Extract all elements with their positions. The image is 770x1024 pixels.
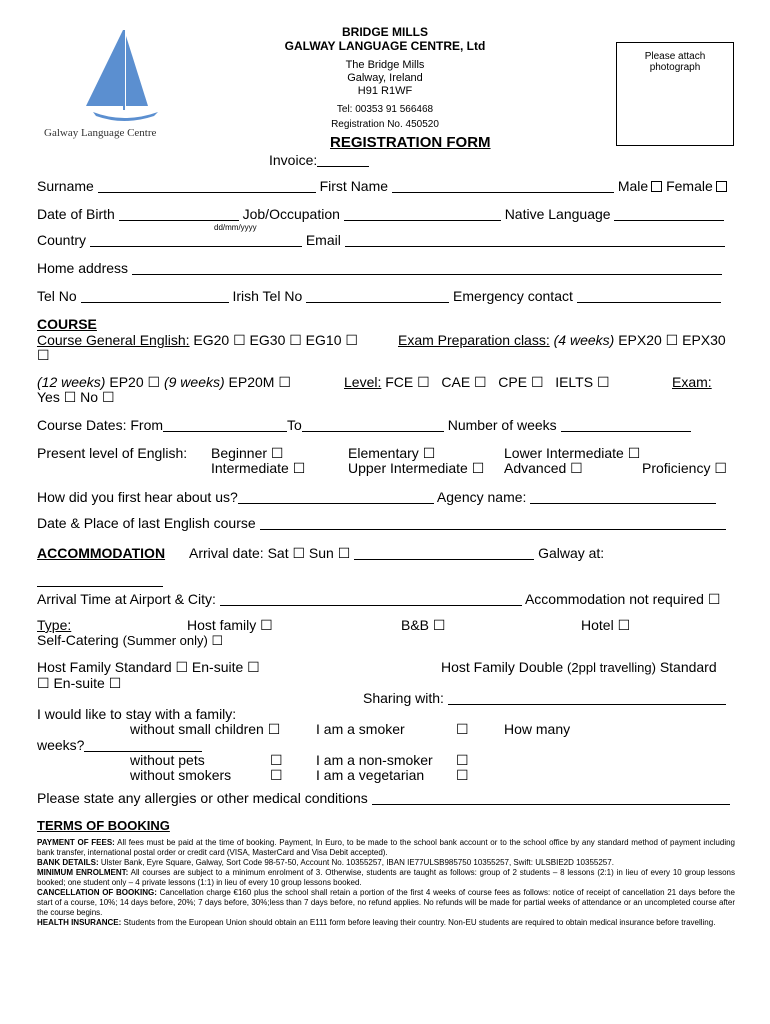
- photo-box[interactable]: Please attach photograph: [616, 42, 734, 146]
- cpe-option[interactable]: CPE ☐: [498, 374, 544, 390]
- heard-field[interactable]: [238, 491, 434, 504]
- header-title-1: BRIDGE MILLS: [342, 25, 428, 39]
- host-family-option[interactable]: Host family ☐: [187, 617, 273, 633]
- course-heading: COURSE: [37, 316, 97, 332]
- smoker-checkbox[interactable]: ☐: [456, 721, 469, 737]
- accommodation-heading: ACCOMMODATION: [37, 545, 166, 561]
- logo-text: Galway Language Centre: [44, 127, 157, 139]
- tel-field[interactable]: [81, 290, 229, 303]
- allergies-field[interactable]: [372, 792, 730, 805]
- advanced-option[interactable]: Advanced ☐: [504, 460, 583, 476]
- country-field[interactable]: [90, 234, 302, 247]
- allergies-row: Please state any allergies or other medical conditions: [37, 790, 730, 806]
- without-pets-checkbox[interactable]: ☐: [270, 752, 283, 768]
- double-ensuite-option[interactable]: ☐ En-suite ☐: [37, 675, 122, 691]
- surname-row: Surname First Name Male Female: [37, 178, 727, 194]
- dob-format-hint: dd/mm/yyyy: [214, 223, 257, 232]
- sailboat-logo-icon: [68, 28, 178, 128]
- host-standard-option[interactable]: Host Family Standard ☐ En-suite ☐: [37, 659, 260, 675]
- heard-row: How did you first hear about us? Agency name:: [37, 489, 716, 505]
- upper-intermediate-option[interactable]: Upper Intermediate ☐: [348, 460, 485, 476]
- without-smokers-checkbox[interactable]: ☐: [270, 767, 283, 783]
- bnb-option[interactable]: B&B ☐: [401, 617, 446, 633]
- home-address-row: Home address: [37, 260, 722, 276]
- ielts-option[interactable]: IELTS ☐: [555, 374, 610, 390]
- arrival-row: Arrival date: Sat ☐ Sun ☐ Galway at:: [189, 545, 605, 561]
- arrival-time-field[interactable]: [220, 593, 522, 606]
- terms-min-enrolment: MINIMUM ENROLMENT: All courses are subject to a minimum enrolment of 3. Otherwise, students are taught as follows: group of 2 students – 8 lessons (2:1) in lieu of every 10 group lessons booked; one student only – 4 private lessons (1:1) in lieu of every 10 group lessons booked.: [37, 868, 736, 887]
- agency-field[interactable]: [530, 491, 716, 504]
- vegetarian-checkbox[interactable]: ☐: [456, 767, 469, 783]
- male-checkbox[interactable]: [651, 181, 662, 192]
- beginner-option[interactable]: Beginner ☐: [211, 445, 284, 461]
- how-many-weeks-field[interactable]: [84, 739, 202, 752]
- registration-number: Registration No. 450520: [331, 119, 439, 130]
- hotel-option[interactable]: Hotel ☐: [581, 617, 631, 633]
- emergency-field[interactable]: [577, 290, 721, 303]
- epx30-checkbox[interactable]: ☐: [37, 347, 50, 363]
- without-smokers-label: without smokers: [130, 767, 232, 783]
- arrival-time-row: Arrival Time at Airport & City: Accommodation not required ☐: [37, 591, 721, 607]
- arrival-day-options[interactable]: Arrival date: Sat ☐ Sun ☐: [189, 545, 351, 561]
- invoice-label: Invoice:: [269, 152, 369, 168]
- non-smoker-checkbox[interactable]: ☐: [456, 752, 469, 768]
- sharing-field[interactable]: [448, 692, 726, 705]
- terms-text: [37, 838, 735, 928]
- address-line-3: H91 R1WF: [357, 85, 413, 97]
- exam-label: Exam:: [672, 374, 712, 390]
- cae-option[interactable]: CAE ☐: [441, 374, 487, 390]
- non-smoker-label: I am a non-smoker: [316, 752, 433, 768]
- lower-intermediate-option[interactable]: Lower Intermediate ☐: [504, 445, 641, 461]
- first-name-field[interactable]: [392, 180, 614, 193]
- how-many-label: How many: [504, 721, 571, 737]
- terms-health: HEALTH INSURANCE: Students from the European Union should obtain an E111 form before leaving their country. Non-EU students are required to obtain medical insurance before travelling.: [37, 918, 716, 927]
- dob-field[interactable]: [119, 208, 239, 221]
- terms-payment: PAYMENT OF FEES: All fees must be paid at the time of booking. Payment, In Euro, to be made to the school bank account or to the school office by any standard method of payment including bank transfer, international postal order or credit card (VISA, MasterCard and Visa Debit accepted).: [37, 838, 736, 857]
- terms-cancellation: CANCELLATION OF BOOKING: Cancellation charge €160 plus the school shall retain a portion of the first 4 weeks of course fees as follows: notice of receipt of cancellation 21 days before the start of a course, 10%; 14 days before, 20%; 7 days before, 30%;less than 7 days before, no refund applies. No refunds will be made for partial weeks of attendance or an uncompleted course after the course begins.: [37, 888, 735, 917]
- general-english-options[interactable]: EG20 ☐ EG30 ☐ EG10 ☐: [193, 332, 358, 348]
- irish-tel-field[interactable]: [306, 290, 449, 303]
- telephone: Tel: 00353 91 566468: [336, 104, 434, 115]
- level-row: Level: FCE ☐ CAE ☐ CPE ☐ IELTS ☐: [344, 374, 610, 390]
- course-dates-row: Course Dates: From To Number of weeks: [37, 417, 691, 433]
- self-catering-option[interactable]: Self-Catering (Summer only) ☐: [37, 632, 224, 648]
- exam-weeks-row: (12 weeks) EP20 ☐ (9 weeks) EP20M ☐: [37, 374, 291, 390]
- galway-at-field[interactable]: [37, 572, 163, 590]
- date-to-field[interactable]: [302, 419, 444, 432]
- vegetarian-label: I am a vegetarian: [316, 767, 425, 783]
- country-row: Country Email: [37, 232, 725, 248]
- terms-heading: TERMS OF BOOKING: [37, 818, 170, 833]
- last-course-row: Date & Place of last English course: [37, 515, 726, 531]
- header-title-2: GALWAY LANGUAGE CENTRE, Ltd: [284, 39, 486, 53]
- dob-row: Date of Birth Job/Occupation Native Language: [37, 206, 724, 222]
- intermediate-option[interactable]: Intermediate ☐: [211, 460, 306, 476]
- general-english-row: Course General English: EG20 ☐ EG30 ☐ EG10 ☐: [37, 332, 358, 348]
- weeks-row: weeks?: [37, 737, 202, 753]
- ep20m-option[interactable]: EP20M ☐: [228, 374, 291, 390]
- accommodation-not-required[interactable]: Accommodation not required ☐: [524, 591, 721, 607]
- num-weeks-field[interactable]: [561, 419, 691, 432]
- without-children-option[interactable]: without small children ☐: [130, 721, 281, 737]
- female-checkbox[interactable]: [716, 181, 727, 192]
- present-level-label: Present level of English:: [37, 445, 188, 461]
- home-address-field[interactable]: [132, 262, 722, 275]
- last-course-field[interactable]: [260, 517, 726, 530]
- exam-yes-no[interactable]: Yes ☐ No ☐: [37, 389, 115, 405]
- invoice-field[interactable]: [317, 154, 369, 167]
- native-language-field[interactable]: [614, 208, 724, 221]
- tel-row: Tel No Irish Tel No Emergency contact: [37, 288, 721, 304]
- sharing-row: Sharing with:: [363, 690, 726, 706]
- proficiency-option[interactable]: Proficiency ☐: [642, 460, 727, 476]
- address-line-2: Galway, Ireland: [347, 72, 423, 84]
- date-from-field[interactable]: [163, 419, 287, 432]
- arrival-date-field[interactable]: [354, 547, 534, 560]
- surname-field[interactable]: [98, 180, 316, 193]
- host-double-option[interactable]: Host Family Double (2ppl travelling) Standard: [441, 659, 717, 675]
- exam-prep-row: Exam Preparation class: (4 weeks) EPX20 ☐ EPX30: [398, 332, 726, 348]
- ep20-option[interactable]: EP20 ☐: [109, 374, 161, 390]
- email-field[interactable]: [345, 234, 725, 247]
- type-label: Type:: [37, 617, 72, 633]
- address-line-1: The Bridge Mills: [345, 59, 425, 71]
- exam-prep-options[interactable]: EPX20 ☐ EPX30: [618, 332, 726, 348]
- without-pets-label: without pets: [130, 752, 205, 768]
- stay-family-label: I would like to stay with a family:: [37, 706, 237, 722]
- fce-option[interactable]: FCE ☐: [385, 374, 430, 390]
- terms-bank: BANK DETAILS: Ulster Bank, Eyre Square, Galway, Sort Code 98-57-50, Account No. 10355257, IBAN IE77ULSB985750 10355257, Swift: ULSBIE2D 10355257.: [37, 858, 614, 867]
- elementary-option[interactable]: Elementary ☐: [348, 445, 436, 461]
- form-title: REGISTRATION FORM: [330, 134, 491, 151]
- job-field[interactable]: [344, 208, 501, 221]
- smoker-label: I am a smoker: [316, 721, 405, 737]
